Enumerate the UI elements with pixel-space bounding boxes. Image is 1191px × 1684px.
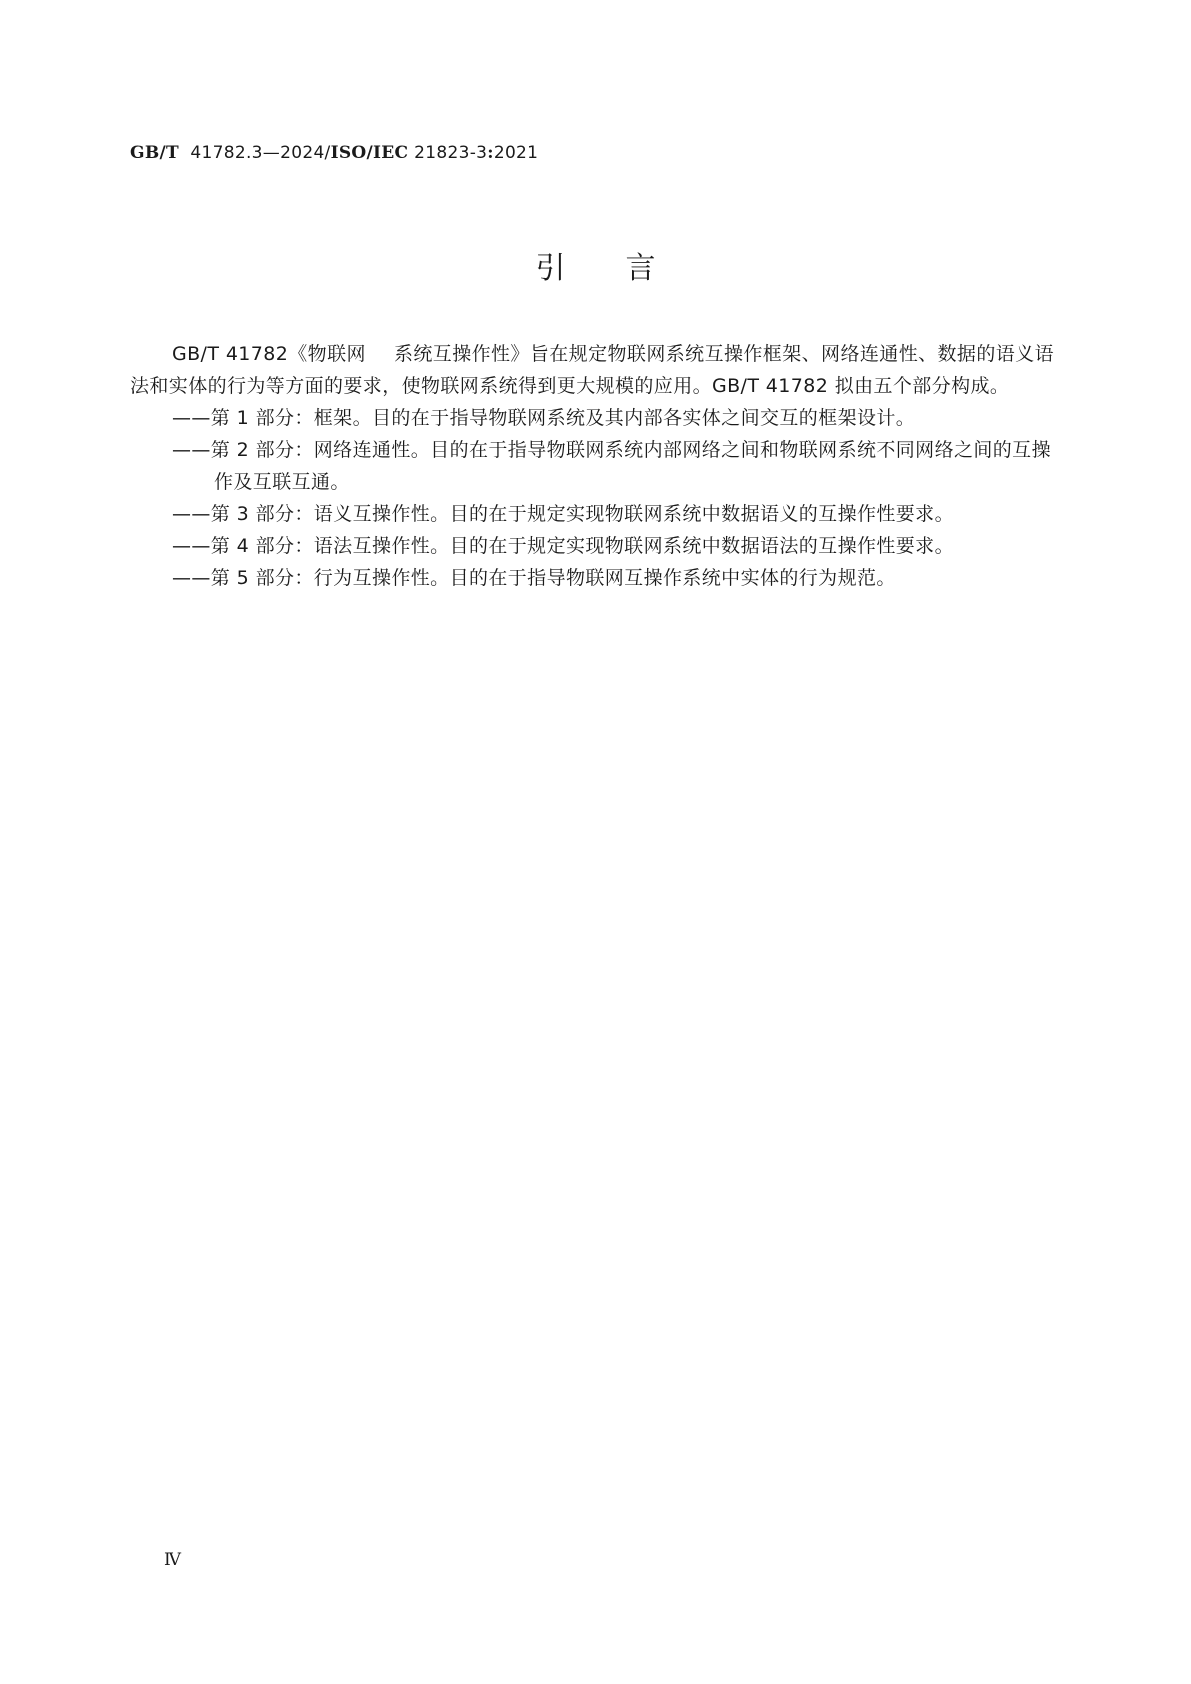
standard-dash: —: [262, 143, 281, 163]
document-body: [130, 338, 1054, 594]
iso-year: 2021: [493, 143, 539, 163]
iso-code-number: 21823-3: [414, 143, 488, 163]
standard-number-header: [130, 143, 538, 163]
list-item-part-5: ——第 5 部分：行为互操作性。目的在于指导物联网互操作系统中实体的行为规范。: [172, 567, 896, 589]
intro-text-start: GB/T 41782《物联网: [172, 343, 366, 365]
standard-code-prefix: GB/T: [130, 143, 179, 163]
standard-code-number: 41782.3: [190, 143, 263, 163]
standard-year: 2024/: [280, 143, 331, 163]
page-number: Ⅳ: [164, 1550, 181, 1570]
list-item-part-2: ——第 2 部分：网络连通性。目的在于指导物联网系统内部网络之间和物联网系统不同网络之间的互操作及互联互通。: [172, 439, 1051, 493]
iso-code-prefix: ISO/IEC: [330, 143, 409, 163]
list-item-part-3: ——第 3 部分：语义互操作性。目的在于规定实现物联网系统中数据语义的互操作性要求。: [172, 503, 954, 525]
intro-paragraph: [130, 338, 1054, 402]
list-item-part-4: ——第 4 部分：语法互操作性。目的在于规定实现物联网系统中数据语法的互操作性要求。: [172, 535, 954, 557]
iso-colon: :: [487, 143, 494, 163]
intro-text-rest: 系统互操作性》旨在规定物联网系统互操作框架、网络连通性、数据的语义语法和实体的行为等方面的要求，使物联网系统得到更大规模的应用。GB/T 41782 拟由五个部分构成。: [130, 343, 1054, 397]
page-title: 引言: [535, 251, 716, 286]
list-item-part-1: ——第 1 部分：框架。目的在于指导物联网系统及其内部各实体之间交互的框架设计。: [172, 407, 916, 429]
parts-list: [130, 402, 1054, 594]
